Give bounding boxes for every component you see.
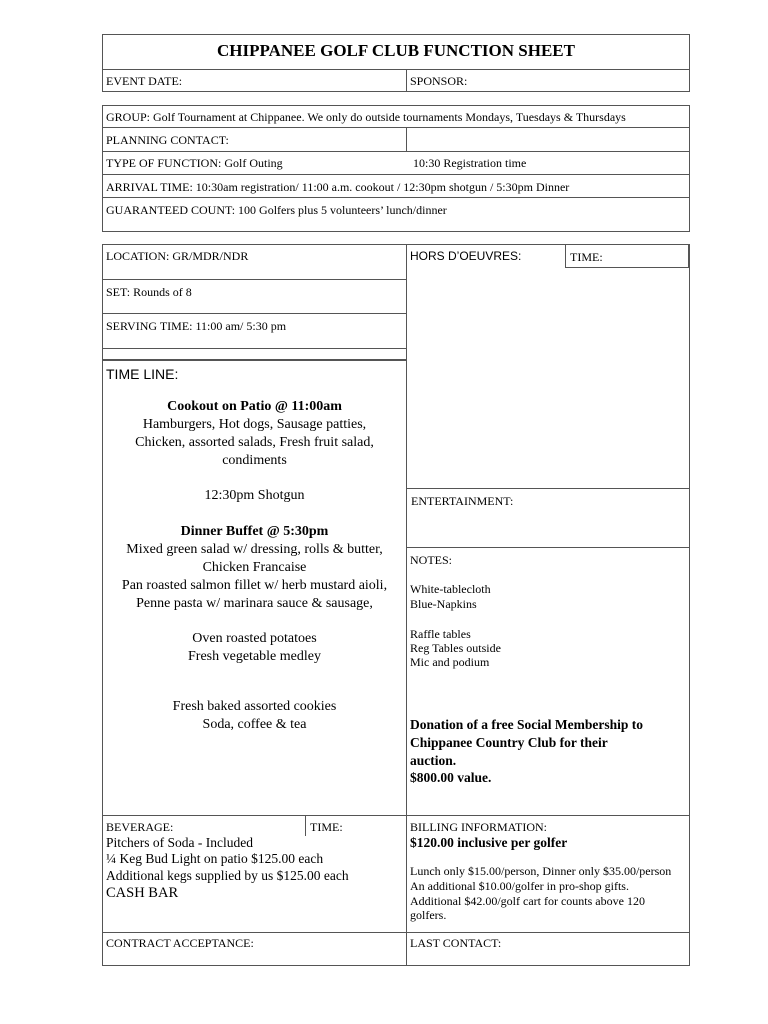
serving-time-text: SERVING TIME: 11:00 am/ 5:30 pm bbox=[106, 319, 287, 333]
divider bbox=[406, 127, 407, 151]
contract-acceptance-label: CONTRACT ACCEPTANCE: bbox=[106, 936, 254, 950]
beverage-line: ¼ Keg Bud Light on patio $125.00 each bbox=[106, 851, 324, 866]
set-text: SET: Rounds of 8 bbox=[106, 285, 192, 299]
donation-line: $800.00 value. bbox=[410, 770, 492, 785]
donation-line: Chippanee Country Club for their bbox=[410, 735, 608, 750]
dinner-line: Chicken Francaise bbox=[202, 560, 307, 575]
dinner-heading: Dinner Buffet @ 5:30pm bbox=[180, 524, 329, 539]
cookout-line: Chicken, assorted salads, Fresh fruit salad, bbox=[135, 435, 374, 450]
billing-line: An additional $10.00/golfer in pro-shop gifts. bbox=[410, 879, 629, 893]
sides-line: Oven roasted potatoes bbox=[192, 631, 317, 646]
type-of-function: TYPE OF FUNCTION: Golf Outing bbox=[106, 156, 283, 170]
dinner-line: Pan roasted salmon fillet w/ herb mustard aioli, bbox=[121, 578, 388, 593]
divider bbox=[102, 174, 690, 175]
beverage-line: Pitchers of Soda - Included bbox=[106, 835, 253, 850]
hors-time-label: TIME: bbox=[570, 250, 603, 264]
billing-price: $120.00 inclusive per golfer bbox=[410, 835, 568, 850]
page-title: CHIPPANEE GOLF CLUB FUNCTION SHEET bbox=[217, 41, 575, 60]
notes-line: White-tablecloth bbox=[410, 582, 491, 596]
beverage-label: BEVERAGE: bbox=[106, 820, 174, 834]
beverage-time-label: TIME: bbox=[310, 820, 343, 834]
beverage-line: Additional kegs supplied by us $125.00 each bbox=[106, 868, 349, 883]
sponsor-label: SPONSOR: bbox=[410, 74, 468, 88]
notes-line: Mic and podium bbox=[410, 655, 490, 669]
divider bbox=[305, 815, 306, 836]
event-date-label: EVENT DATE: bbox=[106, 74, 183, 88]
registration-time: 10:30 Registration time bbox=[413, 156, 527, 170]
divider bbox=[102, 313, 407, 314]
dinner-line: Mixed green salad w/ dressing, rolls & butter, bbox=[126, 542, 383, 557]
event-date-row bbox=[102, 69, 690, 92]
divider bbox=[102, 151, 690, 152]
cookout-line: condiments bbox=[222, 453, 287, 468]
divider bbox=[689, 244, 690, 488]
guaranteed-count: GUARANTEED COUNT: 100 Golfers plus 5 volunteers’ lunch/dinner bbox=[106, 203, 447, 217]
billing-label: BILLING INFORMATION: bbox=[410, 820, 547, 834]
divider bbox=[102, 279, 407, 280]
cash-bar: CASH BAR bbox=[106, 885, 179, 901]
shotgun-line: 12:30pm Shotgun bbox=[204, 488, 305, 503]
dinner-line: Penne pasta w/ marinara sauce & sausage, bbox=[136, 596, 373, 611]
donation-line: Donation of a free Social Membership to bbox=[410, 717, 643, 732]
billing-line: Additional $42.00/golf cart for counts above 120 bbox=[410, 894, 645, 908]
billing-line: Lunch only $15.00/person, Dinner only $35.00/person bbox=[410, 864, 672, 878]
notes-line: Reg Tables outside bbox=[410, 641, 501, 655]
divider bbox=[102, 197, 690, 198]
dessert-line: Soda, coffee & tea bbox=[202, 717, 307, 732]
entertainment-label: ENTERTAINMENT: bbox=[411, 494, 514, 508]
planning-contact-label: PLANNING CONTACT: bbox=[106, 133, 229, 147]
billing-line: golfers. bbox=[410, 908, 447, 922]
dessert-line: Fresh baked assorted cookies bbox=[172, 699, 337, 714]
group-text: GROUP: Golf Tournament at Chippanee. We only do outside tournaments Mondays, Tuesdays & Thursdays bbox=[106, 110, 626, 124]
notes-line: Raffle tables bbox=[410, 627, 471, 641]
divider bbox=[406, 69, 407, 92]
divider bbox=[406, 932, 407, 966]
arrival-time: ARRIVAL TIME: 10:30am registration/ 11:00 a.m. cookout / 12:30pm shotgun / 5:30pm Dinner bbox=[106, 180, 570, 194]
cookout-heading: Cookout on Patio @ 11:00am bbox=[167, 399, 342, 414]
notes-line: Blue-Napkins bbox=[410, 597, 477, 611]
last-contact-label: LAST CONTACT: bbox=[410, 936, 502, 950]
divider bbox=[102, 348, 407, 349]
timeline-label: TIME LINE: bbox=[106, 366, 179, 382]
cookout-line: Hamburgers, Hot dogs, Sausage patties, bbox=[142, 417, 367, 432]
hors-doeuvres-label: HORS D’OEUVRES: bbox=[410, 249, 522, 263]
divider bbox=[102, 127, 690, 128]
sides-line: Fresh vegetable medley bbox=[188, 649, 321, 664]
donation-line: auction. bbox=[410, 753, 457, 768]
location-text: LOCATION: GR/MDR/NDR bbox=[106, 249, 249, 263]
notes-label: NOTES: bbox=[410, 553, 452, 567]
